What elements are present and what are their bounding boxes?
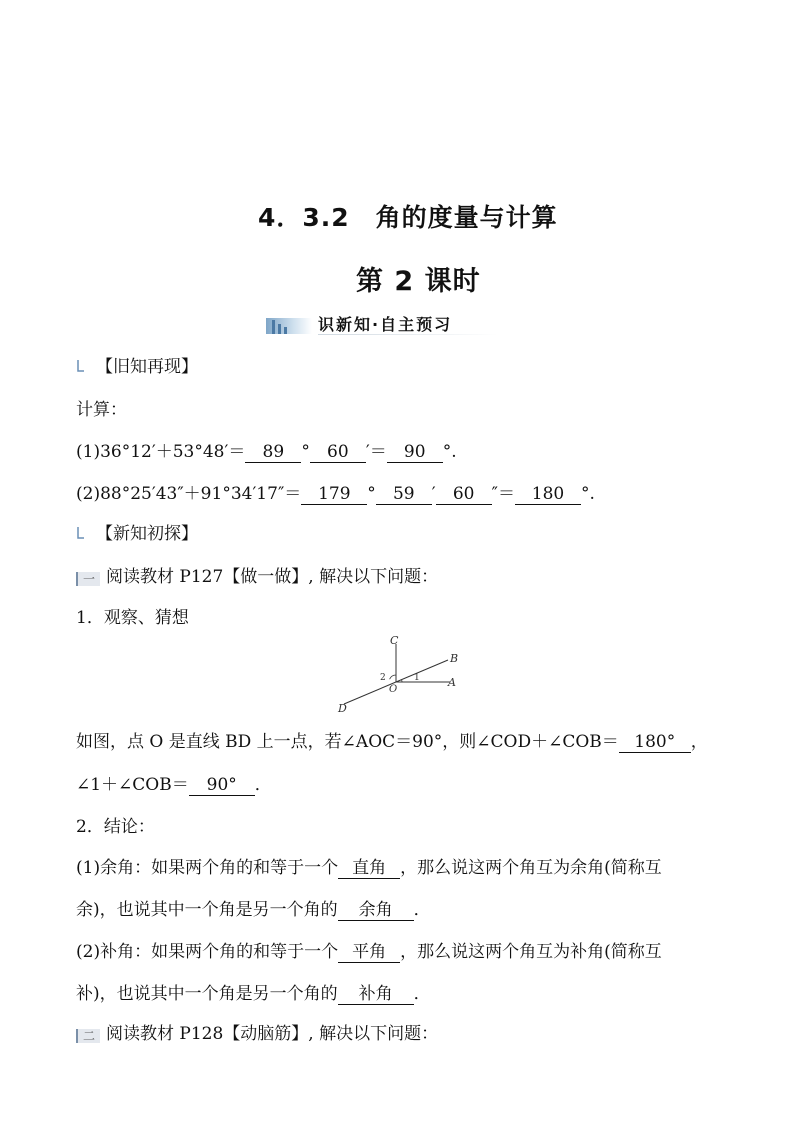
item-2-heading: 2．结论：: [76, 817, 155, 837]
answer-blank: 89: [245, 442, 301, 463]
conclusion-2-line-2: 补)，也说其中一个角是另一个角的 补角 ．: [76, 984, 431, 1004]
answer-blank: 90°: [189, 775, 255, 796]
conclusion-1-line-1: (1)余角：如果两个角的和等于一个 直角 ，那么说这两个角互为余角(简称互: [76, 858, 662, 878]
conclusion-1-line-2: 余)，也说其中一个角是另一个角的 余角 ．: [76, 900, 431, 920]
review-question-1: (1)36°12′＋53°48′＝ 89 ° 60 ′＝ 90 °.: [76, 442, 457, 462]
answer-blank: 90: [387, 442, 443, 463]
banner-decoration-icon: [266, 318, 312, 334]
answer-blank: 60: [436, 484, 492, 505]
label-angle-2: 2: [380, 673, 386, 683]
section-marker-icon: [76, 526, 86, 540]
answer-blank: 179: [301, 484, 367, 505]
answer-blank: 平角: [338, 942, 400, 963]
label-c: C: [390, 634, 399, 647]
label-d: D: [338, 702, 347, 715]
answer-blank: 补角: [338, 984, 414, 1005]
label-angle-1: 1: [414, 673, 420, 683]
banner-text: 识新知·自主预习: [318, 315, 453, 334]
answer-blank: 直角: [338, 858, 400, 879]
label-b: B: [450, 652, 459, 665]
conclusion-2-line-1: (2)补角：如果两个角的和等于一个 平角 ，那么说这两个角互为补角(简称互: [76, 942, 662, 962]
reading-task-1: 一 阅读教材 P127【做一做】, 解决以下问题：: [76, 565, 438, 589]
page-subtitle: 第 2 课时: [356, 266, 481, 297]
answer-blank: 余角: [338, 900, 414, 921]
section-banner: [266, 312, 506, 338]
page-title: 4．3.2 角的度量与计算: [258, 203, 558, 232]
reading-task-2: 二 阅读教材 P128【动脑筋】, 解决以下问题：: [76, 1022, 438, 1046]
review-intro: 计算：: [76, 400, 127, 420]
label-a: A: [448, 676, 456, 689]
label-o: O: [389, 684, 398, 695]
figure-description-1: 如图，点 O 是直线 BD 上一点，若∠AOC＝90°，则∠COD＋∠COB＝ 180° ，: [76, 732, 708, 752]
angle-figure: [330, 632, 470, 716]
review-heading: 【旧知再现】: [76, 355, 198, 379]
figure-description-2: ∠1＋∠COB＝ 90° ．: [76, 775, 272, 795]
review-question-2: (2)88°25′43″＋91°34′17″＝ 179 ° 59 ′ 60 ″＝ 180 °.: [76, 484, 595, 504]
item-1-heading: 1．观察、猜想: [76, 608, 189, 628]
step-marker: 一: [76, 572, 100, 586]
step-marker: 二: [76, 1029, 100, 1043]
banner-underline: [318, 334, 498, 335]
answer-blank: 180°: [619, 732, 691, 753]
section-marker-icon: [76, 359, 86, 373]
answer-blank: 180: [515, 484, 581, 505]
answer-blank: 59: [376, 484, 432, 505]
explore-heading: 【新知初探】: [76, 522, 198, 546]
answer-blank: 60: [310, 442, 366, 463]
